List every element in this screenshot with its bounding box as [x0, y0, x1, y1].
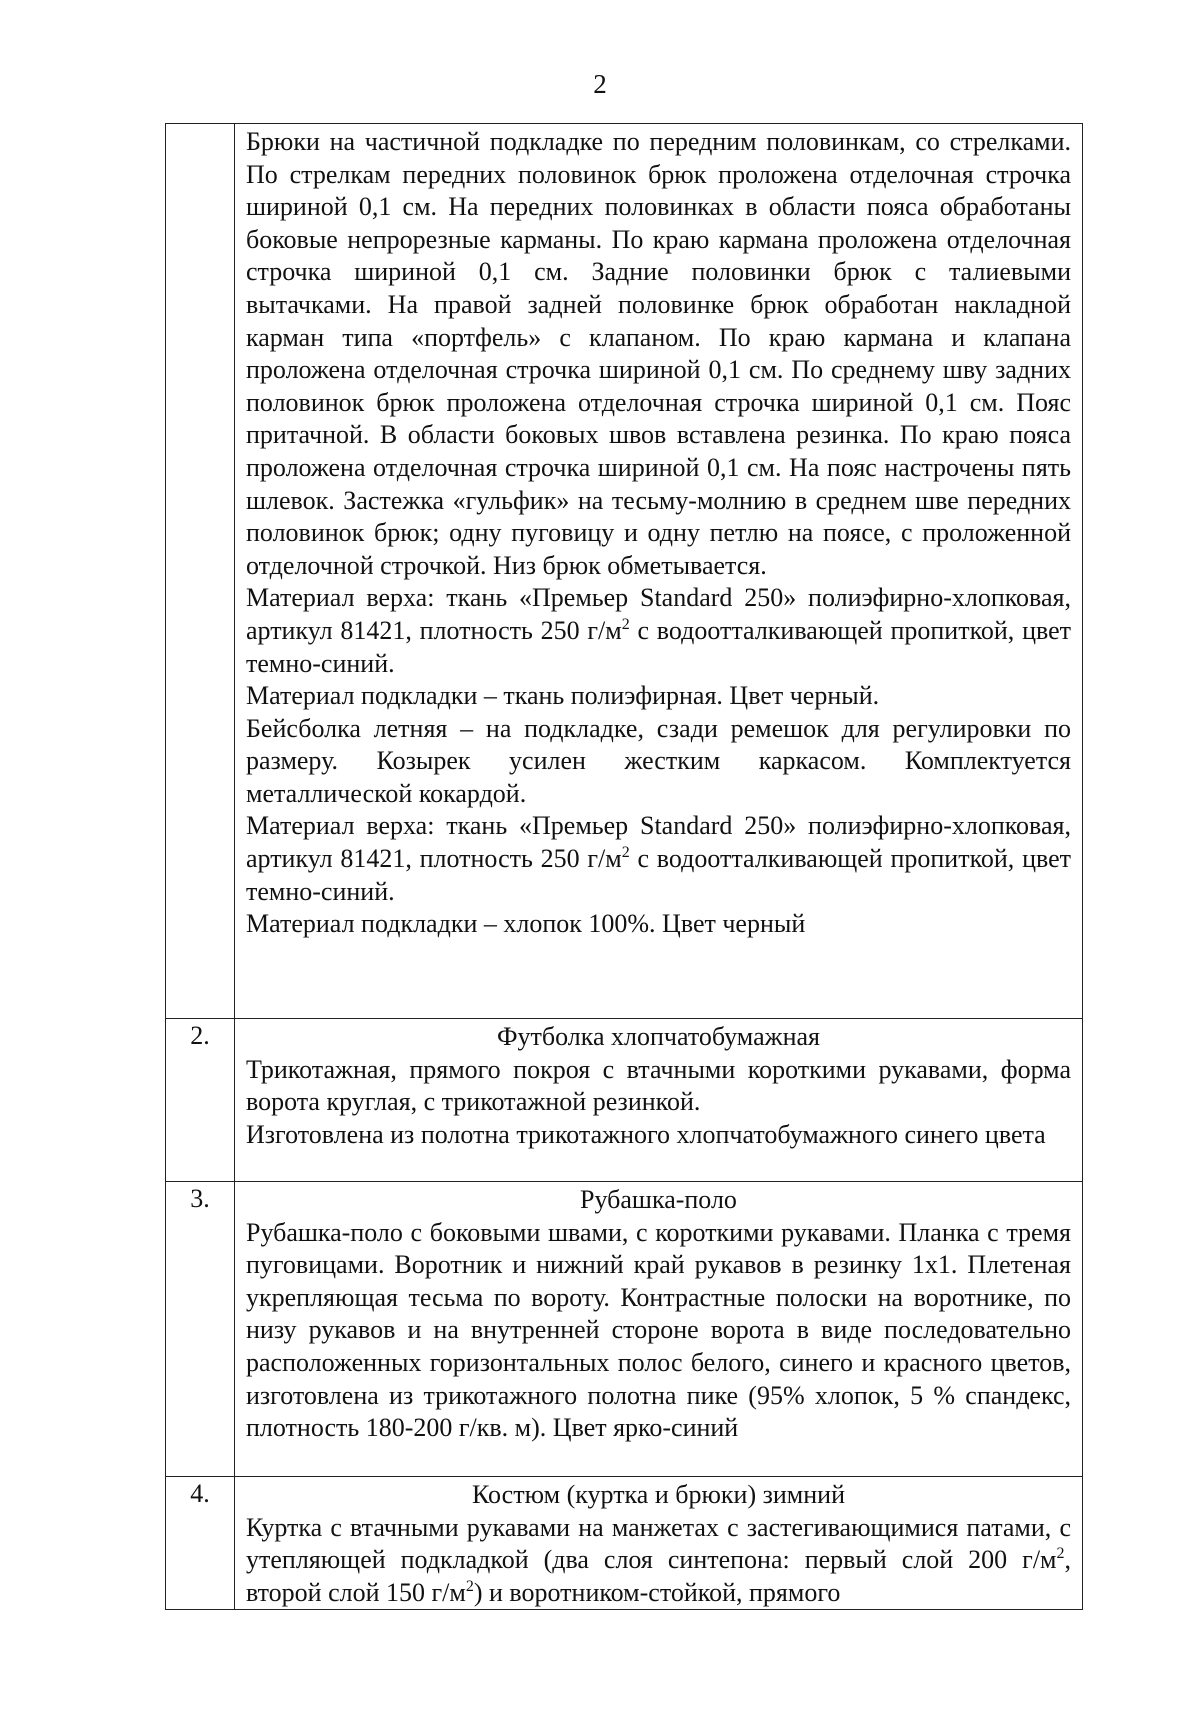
table-row [166, 1477, 1083, 1610]
item-title: Футболка хлопчатобумажная [497, 1022, 820, 1051]
row-number: 4. [190, 1479, 210, 1508]
row-content-cell [235, 1477, 1083, 1610]
row-number: 3. [190, 1184, 210, 1213]
row-number-cell [166, 1019, 235, 1182]
trousers-description: Брюки на частичной подкладке по передним половинкам, со стрелками. По стрелкам передних половинок брюк проложена отделочная строчка шириной 0,1 см. На передних половинках в области пояса обработаны боковые непрорезные карманы. По краю кармана проложена отделочная строчка шириной 0,1 см. Задние половинки брюк с талиевыми вытачками. На правой задней половинке брюк обработан накладной карман типа «портфель» с клапаном. По краю кармана и клапана проложена отделочная строчка шириной 0,1 см. По среднему шву задних половинок брюк проложена отделочная строчка шириной 0,1 см. Пояс притачной. В области боковых швов вставлена резинка. По краю пояса проложена отделочная строчка шириной 0,1 см. На пояс настрочены пять шлевок. Застежка «гульфик» на тесьму-молнию в среднем шве передних половинок брюк; одну пуговицу и одну петлю на поясе, с проложенной отделочной строчкой. Низ брюк обметывается. [246, 127, 1071, 580]
table-row [166, 124, 1083, 1019]
row-content-cell [235, 1019, 1083, 1182]
item-description: Рубашка-поло с боковыми швами, с короткими рукавами. Планка с тремя пуговицами. Воротник и нижний край рукавов в резинку 1x1. Плетеная укрепляющая тесьма по вороту. Контрастные полоски на воротнике, по низу рукавов и на внутренней стороне ворота в виде последовательно расположенных горизонтальных полос белого, синего и красного цветов, изготовлена из трикотажного полотна пике (95% хлопок, 5 % спандекс, плотность 180-200 г/кв. м). Цвет ярко-синий [246, 1217, 1071, 1443]
table-row [166, 1019, 1083, 1182]
row-number-cell [166, 124, 235, 1019]
page-number: 2 [593, 69, 607, 99]
row-content-cell [235, 1182, 1083, 1477]
item-material: Изготовлена из полотна трикотажного хлопчатобумажного синего цвета [246, 1119, 1046, 1149]
item-description: Трикотажная, прямого покроя с втачными короткими рукавами, форма ворота круглая, с трикотажной резинкой. [246, 1054, 1071, 1117]
row-number [166, 124, 234, 125]
cap-description: Бейсболка летняя – на подкладке, сзади ремешок для регулировки по размеру. Козырек усилен жестким каркасом. Комплектуется металлической кокардой. [246, 713, 1071, 808]
row-number-cell [166, 1477, 235, 1610]
table-row [166, 1182, 1083, 1477]
item-description: Куртка с втачными рукавами на манжетах с застегивающимися патами, с утепляющей подкладкой (два слоя синтепона: первый слой 200 $г/м^2$, второй слой 150 $г/м^2$) и воротником-стойкой, прямого [246, 1512, 1071, 1607]
upper-material-cap: Материал верха: ткань «Премьер Standard 250» полиэфирно-хлопковая, артикул 81421, плотность 250 $г/м^2$ с водоотталкивающей пропиткой, цвет темно-синий. [246, 811, 1072, 906]
upper-material-trousers: Материал верха: ткань «Премьер Standard 250» полиэфирно-хлопковая, артикул 81421, плотность 250 $г/м^2$ с водоотталкивающей пропиткой, цвет темно-синий. [246, 583, 1072, 678]
row-content-cell [235, 124, 1083, 1019]
lining-material-trousers: Материал подкладки – ткань полиэфирная. Цвет черный. [246, 681, 880, 711]
item-title: Костюм (куртка и брюки) зимний [471, 1480, 845, 1509]
specification-table [165, 123, 1083, 1610]
row-number-cell [166, 1182, 235, 1477]
row-number: 2. [190, 1021, 210, 1050]
item-title: Рубашка-поло [580, 1185, 737, 1214]
lining-material-cap: Материал подкладки – хлопок 100%. Цвет черный [246, 909, 806, 939]
